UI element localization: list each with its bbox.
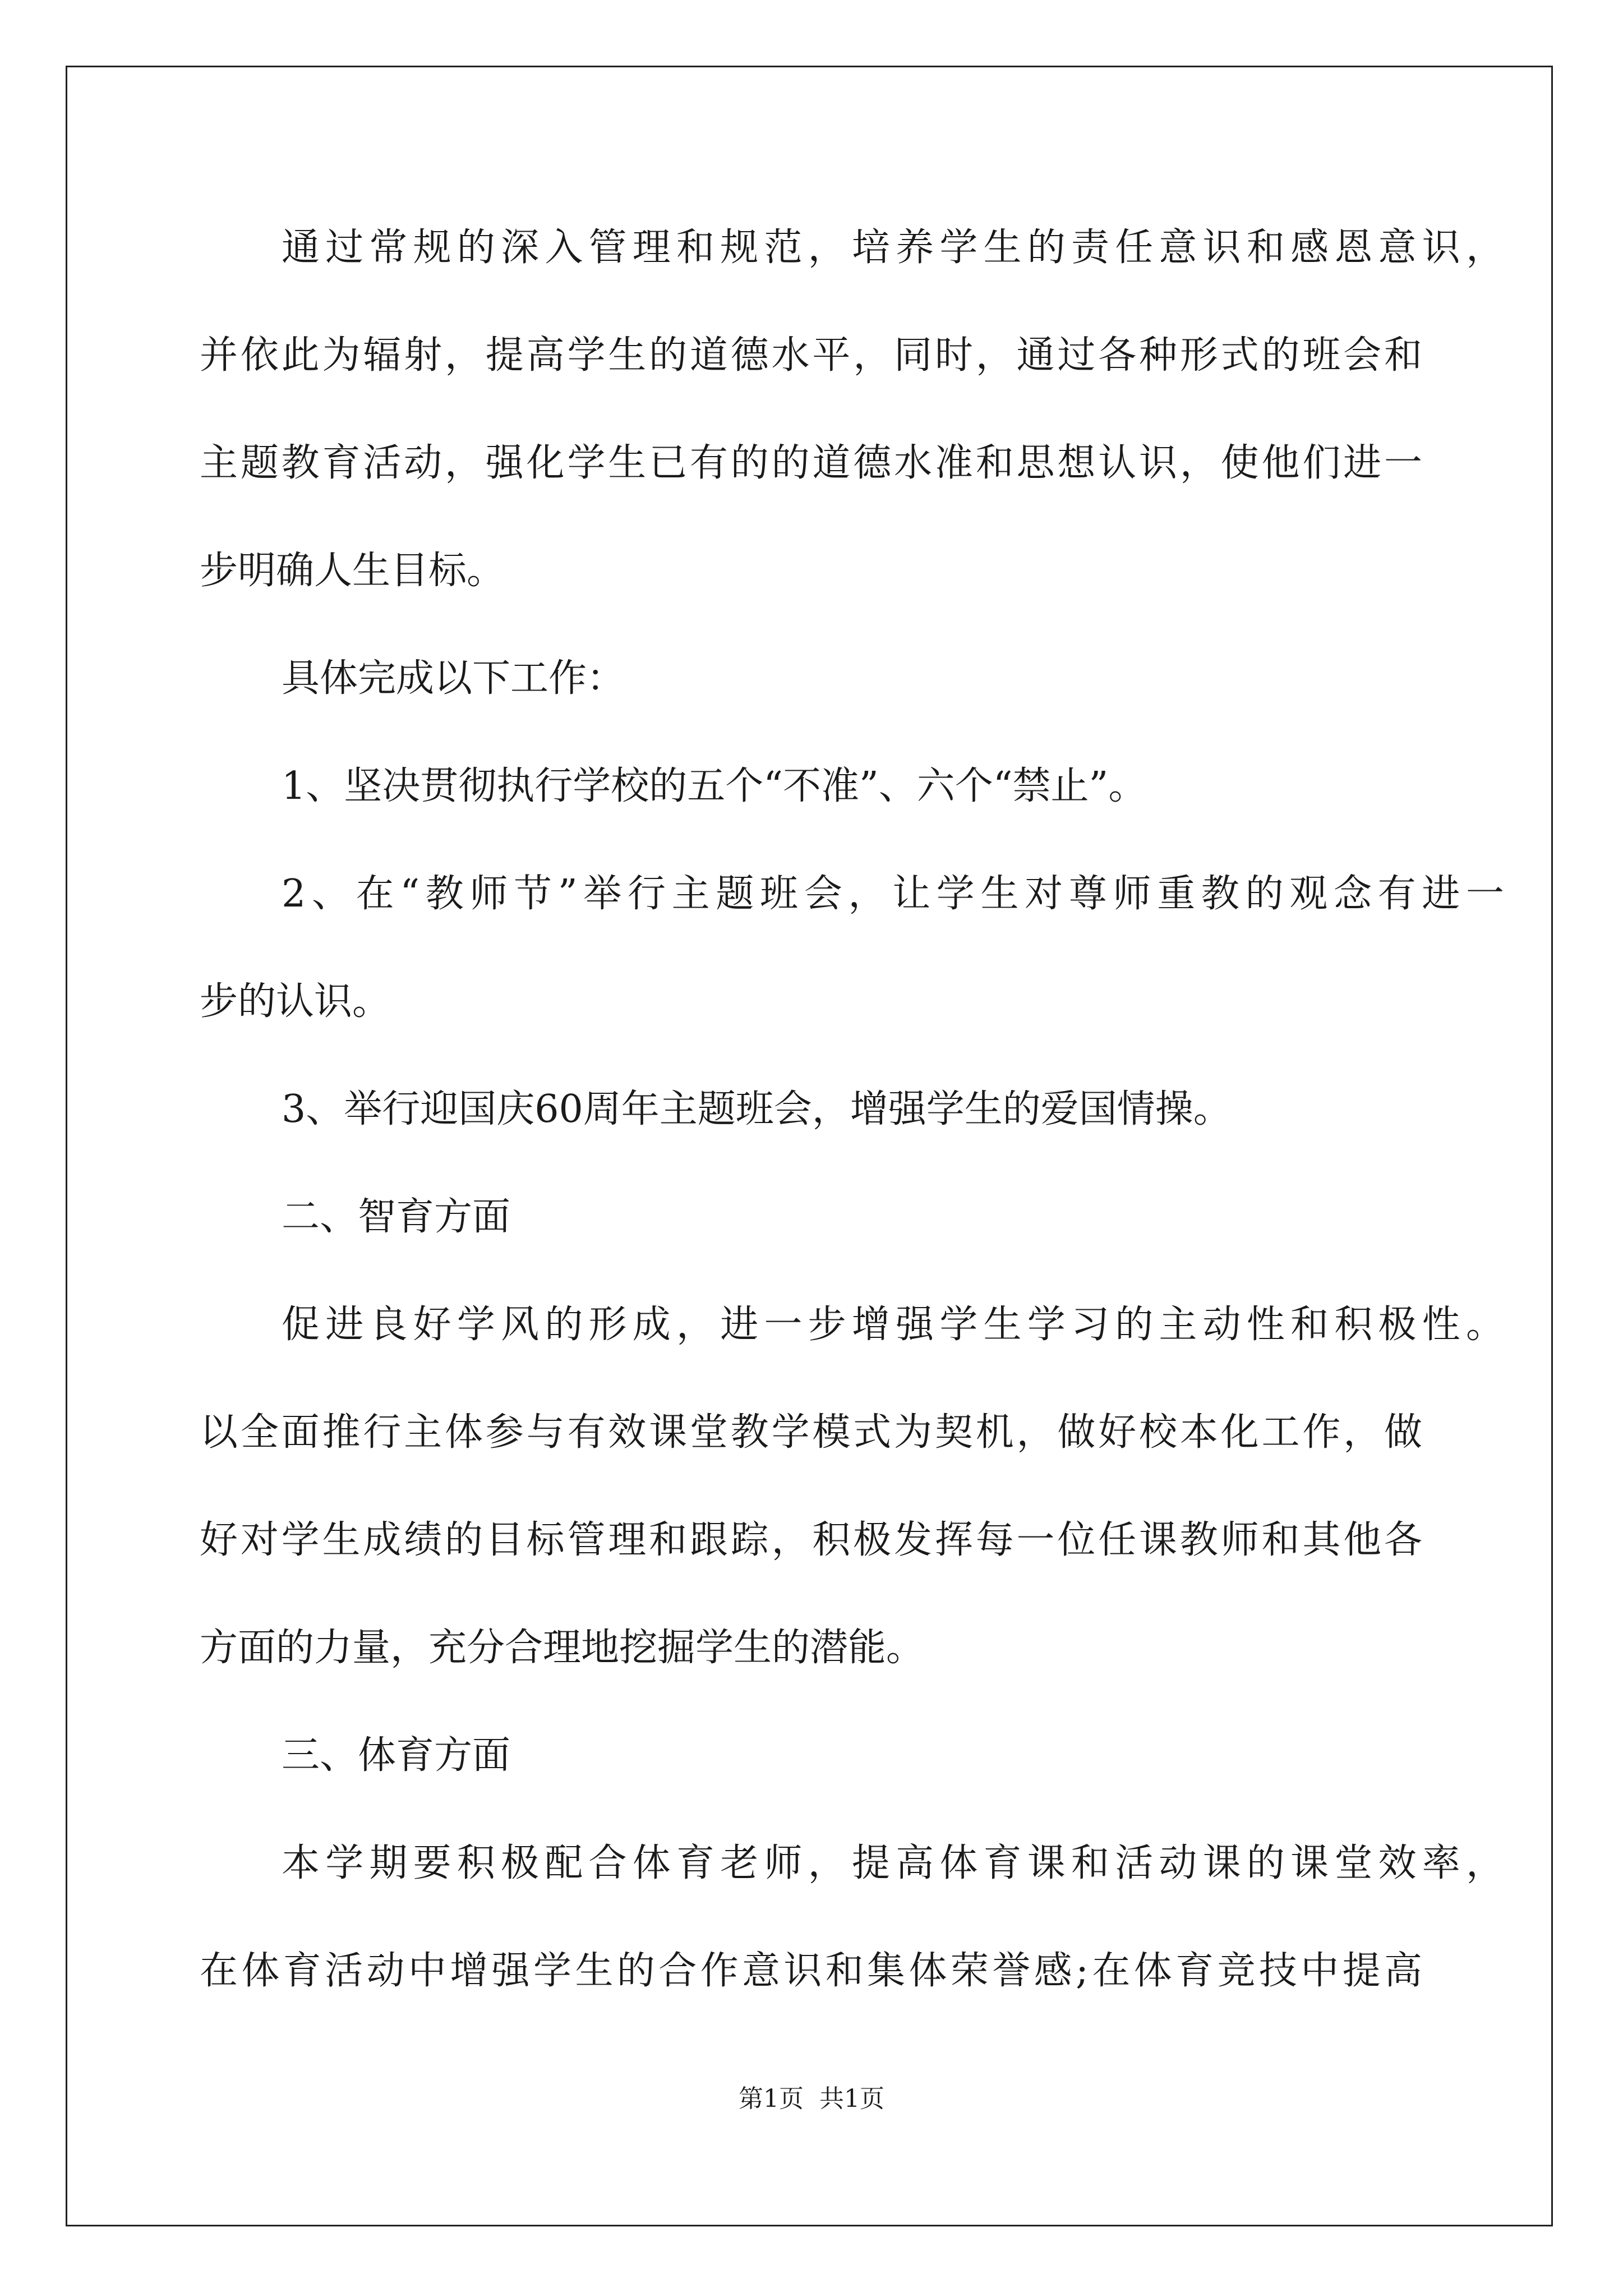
paragraph-line: 在体育活动中增强学生的合作意识和集体荣誉感;在体育竞技中提高: [200, 1949, 1422, 1993]
section-heading: 三、体育方面: [282, 1733, 511, 1778]
list-item: 1、坚决贯彻执行学校的五个“不准”、六个“禁止”。: [282, 764, 1147, 808]
paragraph-line: 通过常规的深入管理和规范，培养学生的责任意识和感恩意识，: [282, 226, 1504, 270]
paragraph-line: 步明确人生目标。: [200, 549, 505, 593]
paragraph-line: 主题教育活动，强化学生已有的的道德水准和思想认识，使他们进一: [200, 441, 1422, 485]
paragraph-line: 本学期要积极配合体育老师，提高体育课和活动课的课堂效率，: [282, 1841, 1504, 1885]
list-item: 3、举行迎国庆60周年主题班会，增强学生的爱国情操。: [282, 1087, 1232, 1131]
paragraph-line: 促进良好学风的形成，进一步增强学生学习的主动性和积极性。: [282, 1303, 1504, 1347]
list-item: 2、在“教师节”举行主题班会，让学生对尊师重教的观念有进一: [282, 872, 1504, 916]
section-heading: 二、智育方面: [282, 1195, 511, 1239]
page-footer: [0, 2082, 1623, 2116]
page-number-total: 共1页: [819, 2085, 884, 2113]
paragraph-line: 方面的力量，充分合理地挖掘学生的潜能。: [200, 1626, 925, 1670]
list-item-continuation: 步的认识。: [200, 979, 391, 1024]
paragraph-line: 具体完成以下工作：: [282, 656, 625, 701]
paragraph-line: 好对学生成绩的目标管理和跟踪，积极发挥每一位任课教师和其他各: [200, 1518, 1422, 1562]
paragraph-line: 以全面推行主体参与有效课堂教学模式为契机，做好校本化工作，做: [200, 1410, 1422, 1455]
page-number-current: 第1页: [739, 2085, 804, 2113]
paragraph-line: 并依此为辐射，提高学生的道德水平，同时，通过各种形式的班会和: [200, 333, 1422, 378]
